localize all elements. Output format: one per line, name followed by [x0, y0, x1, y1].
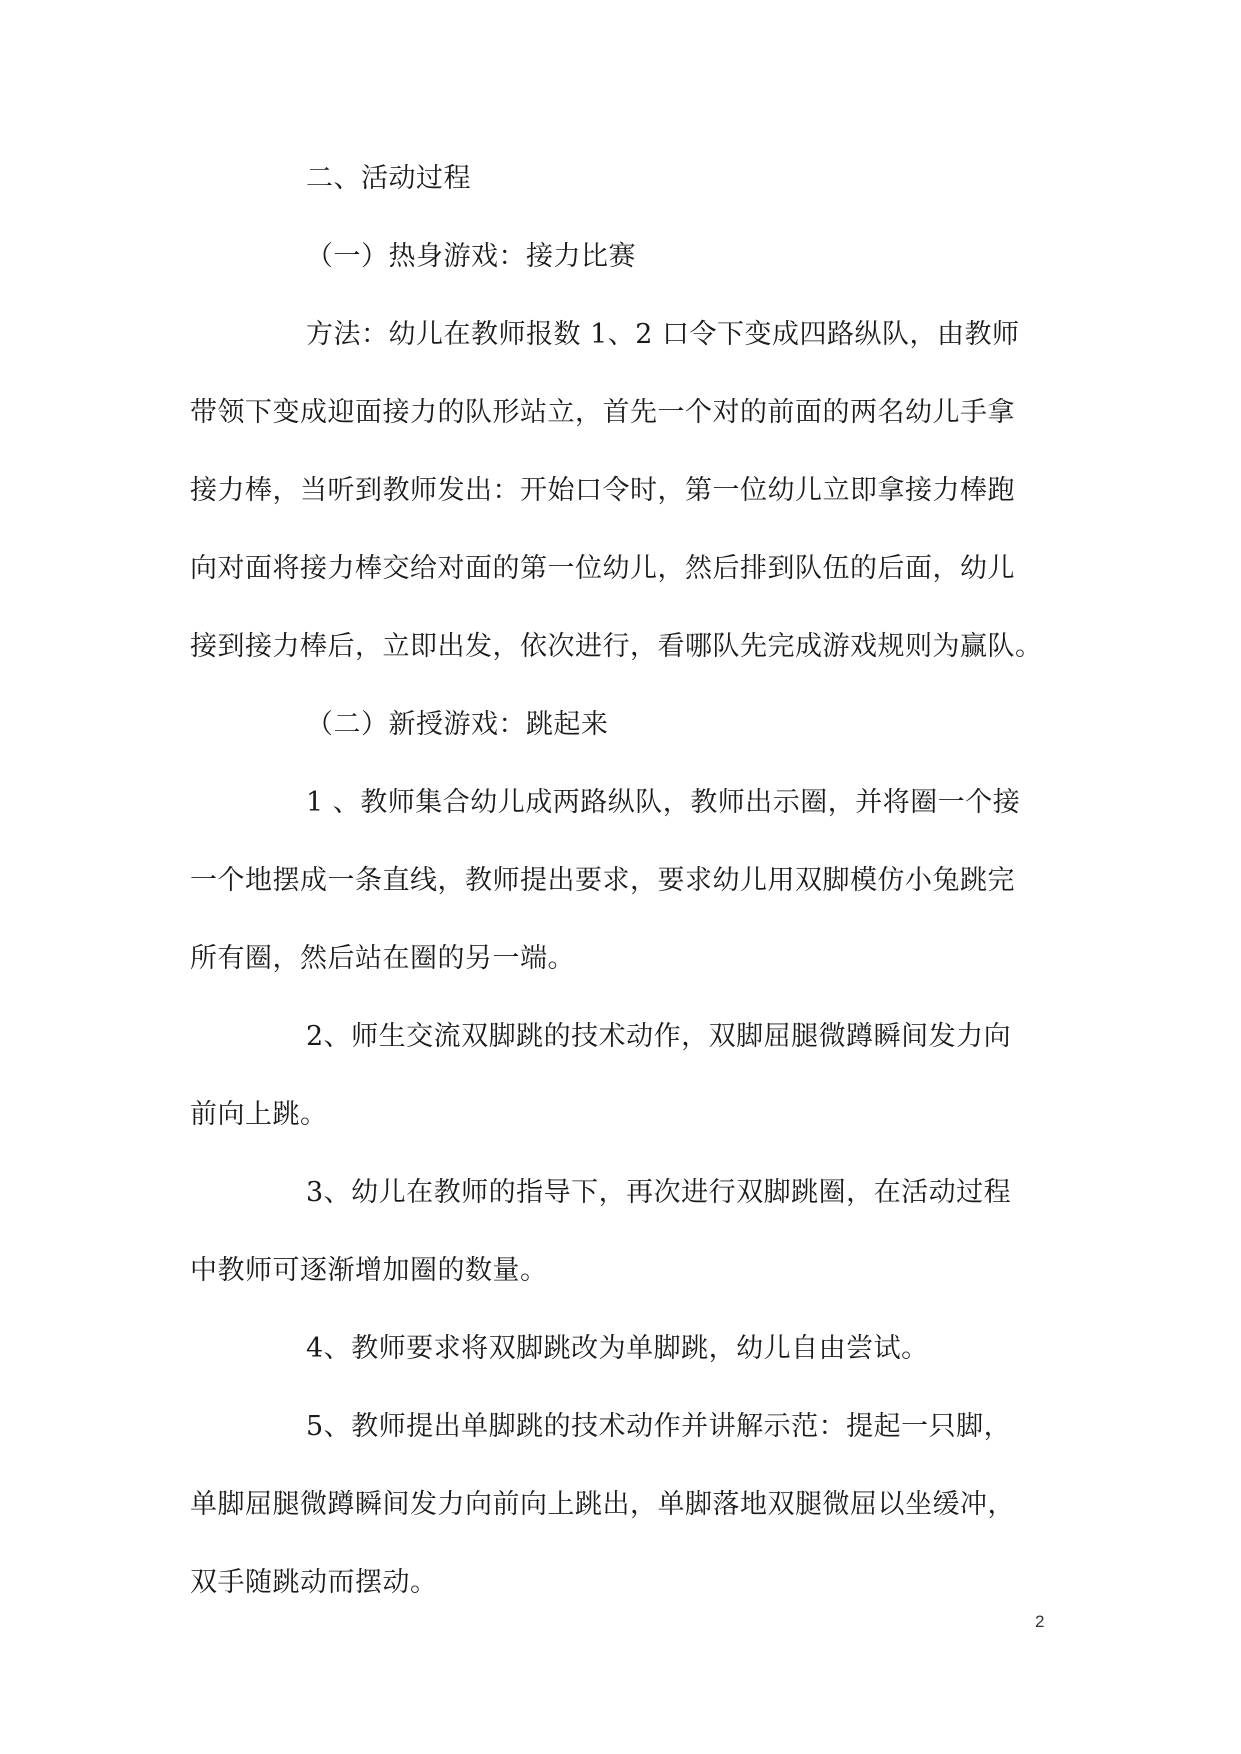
- paragraph-line: 3、幼儿在教师的指导下，再次进行双脚跳圈，在活动过程: [306, 1177, 1012, 1208]
- paragraph-line: 接力棒，当听到教师发出：开始口令时，第一位幼儿立即拿接力棒跑: [190, 475, 1015, 506]
- paragraph-line: 双手随跳动而摆动。: [190, 1567, 438, 1598]
- paragraph-line: 4、教师要求将双脚跳改为单脚跳，幼儿自由尝试。: [306, 1333, 929, 1364]
- paragraph-line: 中教师可逐渐增加圈的数量。: [190, 1255, 548, 1286]
- section-heading: 二、活动过程: [306, 163, 471, 194]
- paragraph-line: 带领下变成迎面接力的队形站立，首先一个对的前面的两名幼儿手拿: [190, 397, 1015, 428]
- document-body: [190, 140, 1060, 1622]
- paragraph-line: 方法：幼儿在教师报数 1、2 口令下变成四路纵队，由教师: [306, 319, 1020, 350]
- subsection-heading-warmup: （一）热身游戏：接力比赛: [306, 241, 636, 272]
- paragraph-line: 向对面将接力棒交给对面的第一位幼儿，然后排到队伍的后面，幼儿: [190, 553, 1015, 584]
- paragraph-line: 5、教师提出单脚跳的技术动作并讲解示范：提起一只脚，: [306, 1411, 1012, 1442]
- paragraph-line: 接到接力棒后，立即出发，依次进行，看哪队先完成游戏规则为赢队。: [190, 631, 1043, 662]
- paragraph-line: 一个地摆成一条直线，教师提出要求，要求幼儿用双脚模仿小兔跳完: [190, 865, 1015, 896]
- paragraph-line: 前向上跳。: [190, 1099, 328, 1130]
- paragraph-line: 所有圈，然后站在圈的另一端。: [190, 943, 575, 974]
- paragraph-line: 2、师生交流双脚跳的技术动作，双脚屈腿微蹲瞬间发力向: [306, 1021, 1012, 1052]
- subsection-heading-new-game: （二）新授游戏：跳起来: [306, 709, 609, 740]
- paragraph-line: 1 、教师集合幼儿成两路纵队，教师出示圈，并将圈一个接: [306, 787, 1021, 818]
- page-number: 2: [1035, 1612, 1045, 1631]
- paragraph-line: 单脚屈腿微蹲瞬间发力向前向上跳出，单脚落地双腿微屈以坐缓冲，: [190, 1489, 1015, 1520]
